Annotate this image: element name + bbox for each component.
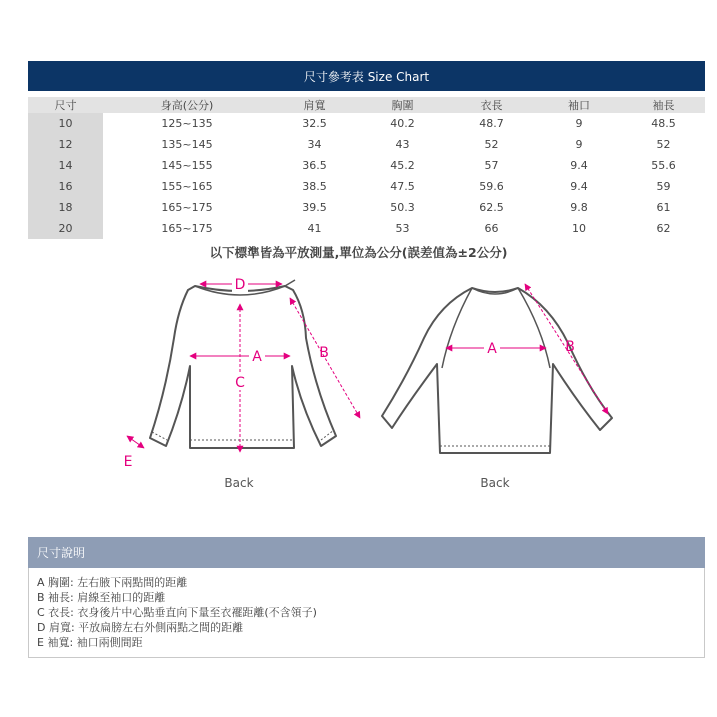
cell-sleeve: 48.5: [651, 117, 676, 130]
size-chart-title-bar: [28, 61, 705, 91]
cell-sleeve: 52: [656, 138, 671, 151]
header-height: 身高(公分): [103, 97, 271, 113]
cell-length: 48.7: [479, 117, 504, 130]
label-b-left: B: [319, 345, 329, 361]
cell-length: 62.5: [479, 201, 504, 214]
right-shirt-illustration: [382, 288, 612, 453]
cell-length: 57: [484, 159, 499, 172]
definition-cuff-width: E 袖寬: 袖口兩側間距: [37, 636, 143, 649]
table-row: [28, 218, 705, 239]
cell-size: 12: [28, 134, 103, 155]
size-table: [28, 97, 705, 239]
cell-height: 135~145: [161, 138, 213, 151]
cell-shoulder: 36.5: [302, 159, 327, 172]
cell-chest: 47.5: [390, 180, 415, 193]
table-header-row: [28, 97, 705, 113]
size-definitions-list: [28, 568, 705, 658]
cell-chest: 45.2: [390, 159, 415, 172]
label-d: D: [234, 277, 246, 293]
cell-cuff: 9: [575, 117, 583, 130]
cell-cuff: 9.4: [570, 180, 588, 193]
measurement-note: 以下標準皆為平放測量,單位為公分(誤差值為±2公分): [209, 245, 508, 260]
definition-body-length: C 衣長: 衣身後片中心點垂直向下量至衣襬距離(不含領子): [37, 606, 317, 619]
cell-sleeve: 61: [656, 201, 671, 214]
cell-size: 14: [28, 155, 103, 176]
garment-measurement-diagram: [110, 268, 630, 498]
header-size: 尺寸: [28, 97, 103, 113]
cell-size: 18: [28, 197, 103, 218]
definition-shoulder-width: D 肩寬: 平放扁膀左右外側兩點之間的距離: [37, 621, 244, 634]
definition-chest: A 胸圍: 左右腋下兩點間的距離: [37, 576, 188, 589]
left-caption: Back: [224, 476, 254, 490]
table-row: [28, 113, 705, 134]
cell-cuff: 9.8: [570, 201, 588, 214]
table-row: [28, 134, 705, 155]
header-shoulder: 肩寬: [271, 97, 358, 113]
left-shirt-illustration: [150, 280, 336, 448]
cell-height: 145~155: [161, 159, 213, 172]
cell-sleeve: 62: [656, 222, 671, 235]
cell-cuff: 9.4: [570, 159, 588, 172]
cell-height: 165~175: [161, 222, 213, 235]
label-e: E: [123, 454, 133, 470]
cell-chest: 43: [395, 138, 410, 151]
cell-chest: 50.3: [390, 201, 415, 214]
cell-size: 20: [28, 218, 103, 239]
cell-height: 155~165: [161, 180, 213, 193]
table-row: [28, 197, 705, 218]
label-b-right: B: [565, 339, 575, 355]
cell-shoulder: 32.5: [302, 117, 327, 130]
cell-shoulder: 34: [307, 138, 322, 151]
left-shirt-markers: [127, 284, 360, 452]
cell-chest: 53: [395, 222, 410, 235]
size-definitions-header: [28, 537, 705, 568]
cell-shoulder: 41: [307, 222, 322, 235]
table-row: [28, 155, 705, 176]
label-a-left: A: [252, 349, 262, 365]
size-definitions-title: 尺寸說明: [37, 546, 86, 560]
header-sleeve: 袖長: [622, 97, 705, 113]
cell-size: 10: [28, 113, 103, 134]
cell-length: 66: [484, 222, 499, 235]
cell-height: 165~175: [161, 201, 213, 214]
table-row: [28, 176, 705, 197]
cell-length: 52: [484, 138, 499, 151]
cell-shoulder: 39.5: [302, 201, 327, 214]
definition-sleeve-length: B 袖長: 肩線至袖口的距離: [37, 591, 166, 604]
cell-sleeve: 59: [656, 180, 671, 193]
size-chart-title: 尺寸參考表 Size Chart: [303, 69, 430, 84]
label-a-right: A: [487, 341, 497, 357]
cell-sleeve: 55.6: [651, 159, 676, 172]
cell-shoulder: 38.5: [302, 180, 327, 193]
cell-size: 16: [28, 176, 103, 197]
right-caption: Back: [480, 476, 510, 490]
header-chest: 胸圍: [358, 97, 447, 113]
label-c: C: [235, 375, 245, 391]
cell-cuff: 9: [575, 138, 583, 151]
header-cuff: 袖口: [536, 97, 622, 113]
cell-cuff: 10: [572, 222, 586, 235]
cell-height: 125~135: [161, 117, 213, 130]
cell-length: 59.6: [479, 180, 504, 193]
header-length: 衣長: [447, 97, 536, 113]
cell-chest: 40.2: [390, 117, 415, 130]
